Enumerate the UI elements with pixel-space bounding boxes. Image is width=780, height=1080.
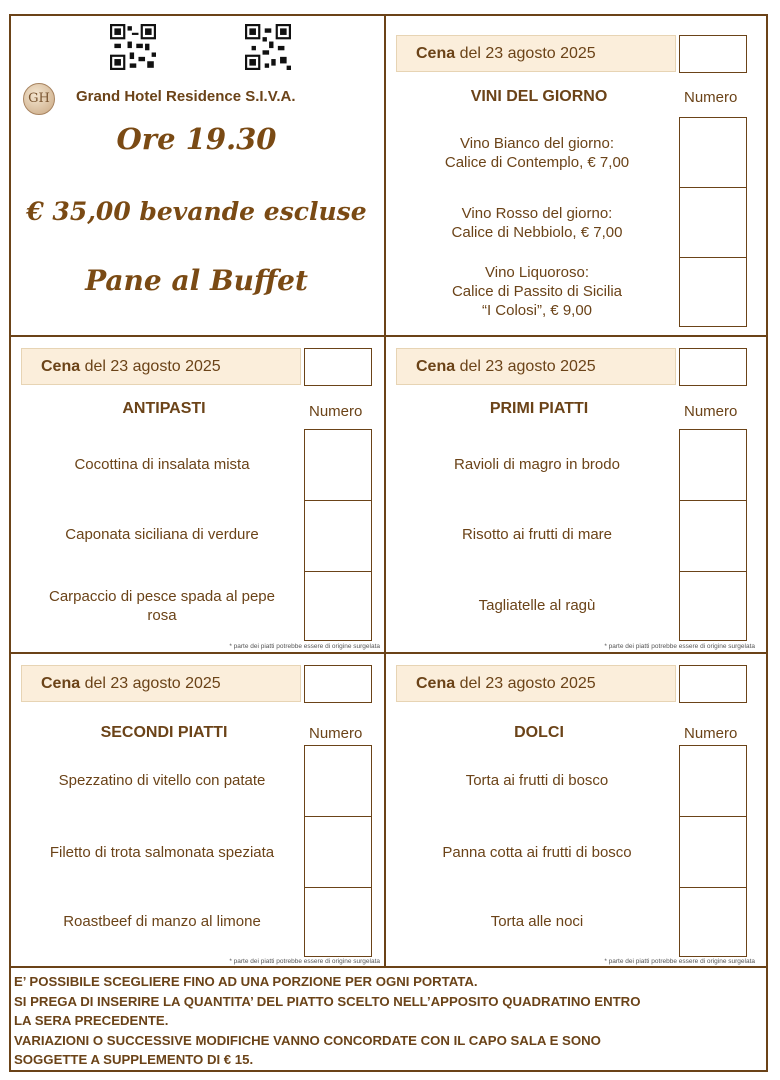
wines-panel bbox=[386, 24, 758, 334]
header-quantity-box[interactable] bbox=[304, 348, 372, 386]
quantity-input-wine-2[interactable] bbox=[679, 187, 747, 256]
wine-item bbox=[394, 134, 680, 172]
header-quantity-box[interactable] bbox=[679, 348, 747, 386]
secondi-panel bbox=[11, 654, 383, 966]
wine-item bbox=[394, 263, 680, 320]
cena-label: Cena bbox=[41, 675, 81, 692]
frozen-note: * parte dei piatti potrebbe essere di origine surgelata bbox=[604, 643, 755, 650]
row-divider-3 bbox=[9, 966, 768, 968]
quantity-input-dolce-2[interactable] bbox=[679, 816, 747, 886]
primi-panel bbox=[386, 337, 758, 652]
hotel-name: Grand Hotel Residence S.I.V.A. bbox=[76, 88, 296, 105]
dinner-date-header bbox=[396, 348, 676, 385]
dinner-price: € 35,00 bevande escluse bbox=[26, 197, 367, 226]
dinner-date-header bbox=[21, 348, 301, 385]
dish-item: Caponata siciliana di verdure bbox=[65, 526, 259, 543]
quantity-input-wine-1[interactable] bbox=[679, 117, 747, 186]
footer-line: SOGGETTE A SUPPLEMENTO DI € 15. bbox=[14, 1052, 254, 1067]
date-label: del 23 agosto 2025 bbox=[459, 675, 596, 692]
quantity-input-dolce-1[interactable] bbox=[679, 745, 747, 815]
dolci-panel bbox=[386, 654, 758, 966]
wine-line: “I Colosi”, € 9,00 bbox=[481, 302, 593, 319]
section-title: ANTIPASTI bbox=[122, 400, 206, 417]
footer-line: VARIAZIONI O SUCCESSIVE MODIFICHE VANNO CONCORDATE CON IL CAPO SALA E SONO bbox=[14, 1032, 601, 1048]
header-quantity-box[interactable] bbox=[679, 665, 747, 703]
dish-item: Torta ai frutti di bosco bbox=[465, 772, 609, 789]
quantity-input-primo-2[interactable] bbox=[679, 500, 747, 570]
section-title: VINI DEL GIORNO bbox=[470, 88, 608, 105]
frozen-note: * parte dei piatti potrebbe essere di origine surgelata bbox=[229, 958, 380, 965]
date-label: del 23 agosto 2025 bbox=[459, 358, 596, 375]
wine-item bbox=[394, 204, 680, 242]
numero-label: Numero bbox=[309, 403, 363, 420]
footer-notice bbox=[14, 972, 764, 1070]
dish-item: Roastbeef di manzo al limone bbox=[63, 913, 261, 930]
hotel-logo bbox=[23, 83, 55, 115]
quantity-input-wine-3[interactable] bbox=[679, 257, 747, 326]
quantity-input-primo-3[interactable] bbox=[679, 571, 747, 641]
dinner-date-header bbox=[396, 35, 676, 72]
dish-item: Torta alle noci bbox=[490, 913, 584, 930]
header-quantity-box[interactable] bbox=[679, 35, 747, 73]
numero-label: Numero bbox=[684, 403, 738, 420]
qr-code-icon bbox=[110, 24, 156, 70]
wine-line: Vino Rosso del giorno: bbox=[461, 205, 613, 222]
numero-label: Numero bbox=[309, 725, 363, 742]
dish-item: Risotto ai frutti di mare bbox=[461, 526, 613, 543]
dinner-date-header bbox=[21, 665, 301, 702]
dish-item: Ravioli di magro in brodo bbox=[454, 456, 620, 473]
dinner-date-header bbox=[396, 665, 676, 702]
wine-line: Vino Bianco del giorno: bbox=[460, 135, 614, 152]
cena-label: Cena bbox=[416, 45, 456, 62]
quantity-input-antipasto-3[interactable] bbox=[304, 571, 372, 641]
wine-line: Vino Liquoroso: bbox=[485, 264, 589, 281]
bread-note: Pane al Buffet bbox=[85, 264, 308, 297]
qr-code-icon bbox=[245, 24, 291, 70]
dish-item: Filetto di trota salmonata speziata bbox=[49, 844, 275, 861]
header-quantity-box[interactable] bbox=[304, 665, 372, 703]
antipasti-panel bbox=[11, 337, 383, 652]
quantity-input-antipasto-2[interactable] bbox=[304, 500, 372, 570]
quantity-input-antipasto-1[interactable] bbox=[304, 429, 372, 499]
quantity-input-primo-1[interactable] bbox=[679, 429, 747, 499]
footer-line: SI PREGA DI INSERIRE LA QUANTITA’ DEL PIATTO SCELTO NELL’APPOSITO QUADRATINO ENTRO bbox=[14, 993, 641, 1009]
hotel-logo-letters: GH bbox=[28, 91, 50, 106]
dish-item: Cocottina di insalata mista bbox=[74, 456, 250, 473]
dish-item: Spezzatino di vitello con patate bbox=[58, 772, 266, 789]
numero-label: Numero bbox=[684, 89, 738, 106]
date-label: del 23 agosto 2025 bbox=[459, 45, 596, 62]
footer-line: LA SERA PRECEDENTE. bbox=[14, 1013, 169, 1028]
quantity-input-secondo-1[interactable] bbox=[304, 745, 372, 815]
dish-item: Tagliatelle al ragù bbox=[478, 597, 596, 614]
section-title: PRIMI PIATTI bbox=[489, 400, 589, 417]
wine-line: Calice di Contemplo, € 7,00 bbox=[444, 154, 630, 171]
dinner-time: Ore 19.30 bbox=[116, 122, 277, 156]
hotel-info-panel bbox=[9, 14, 384, 335]
cena-label: Cena bbox=[41, 358, 81, 375]
dish-line: rosa bbox=[147, 607, 177, 624]
dish-item bbox=[19, 587, 305, 625]
section-title: SECONDI PIATTI bbox=[100, 724, 228, 741]
quantity-input-secondo-3[interactable] bbox=[304, 887, 372, 957]
quantity-input-secondo-2[interactable] bbox=[304, 816, 372, 886]
section-title: DOLCI bbox=[514, 724, 564, 741]
frozen-note: * parte dei piatti potrebbe essere di origine surgelata bbox=[604, 958, 755, 965]
dish-line: Carpaccio di pesce spada al pepe bbox=[49, 588, 275, 605]
date-label: del 23 agosto 2025 bbox=[84, 675, 221, 692]
dish-item: Panna cotta ai frutti di bosco bbox=[442, 844, 632, 861]
numero-label: Numero bbox=[684, 725, 738, 742]
wine-line: Calice di Nebbiolo, € 7,00 bbox=[451, 224, 623, 241]
date-label: del 23 agosto 2025 bbox=[84, 358, 221, 375]
quantity-input-dolce-3[interactable] bbox=[679, 887, 747, 957]
frozen-note: * parte dei piatti potrebbe essere di origine surgelata bbox=[229, 643, 380, 650]
footer-line: E’ POSSIBILE SCEGLIERE FINO AD UNA PORZIONE PER OGNI PORTATA. bbox=[14, 974, 478, 989]
wine-line: Calice di Passito di Sicilia bbox=[451, 283, 623, 300]
cena-label: Cena bbox=[416, 358, 456, 375]
cena-label: Cena bbox=[416, 675, 456, 692]
